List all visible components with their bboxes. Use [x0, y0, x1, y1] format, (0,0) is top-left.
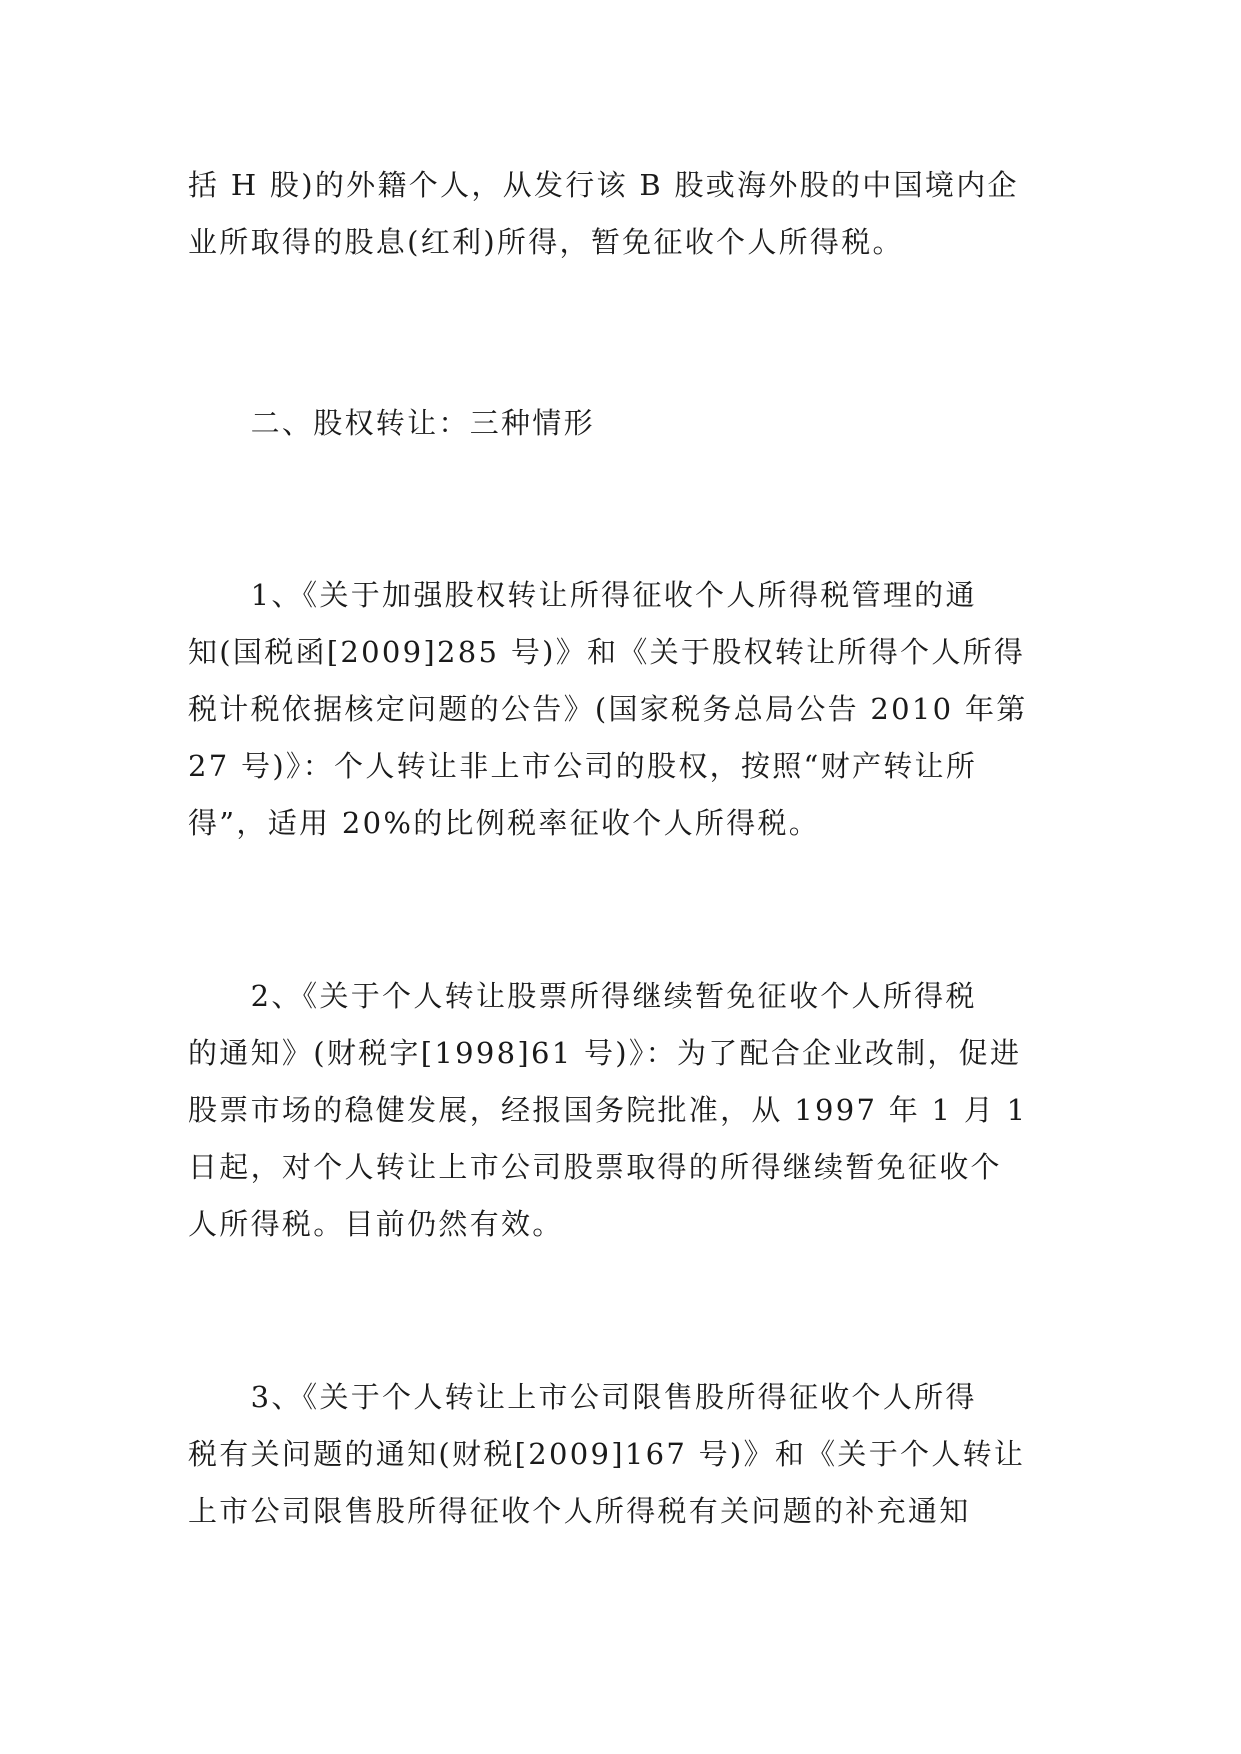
text-line: 人所得税。目前仍然有效。: [188, 1207, 564, 1241]
text-line: 上市公司限售股所得征收个人所得税有关问题的补充通知: [188, 1494, 971, 1528]
paragraph-item-2: [188, 968, 1056, 1253]
text-line: 27 号)》：个人转让非上市公司的股权，按照“财产转让所: [188, 749, 978, 783]
text-line: 日起，对个人转让上市公司股票取得的所得继续暂免征收个: [188, 1150, 1002, 1184]
paragraph-dividend-exemption: [188, 157, 1056, 271]
text-line: 业所取得的股息(红利)所得，暂免征收个人所得税。: [188, 225, 904, 259]
text-line: 括 H 股)的外籍个人，从发行该 B 股或海外股的中国境内企: [188, 168, 1019, 202]
section-heading-equity-transfer: [188, 395, 1056, 452]
text-line: 的通知》(财税字[1998]61 号)》：为了配合企业改制，促进: [188, 1036, 1022, 1070]
text-line: 税计税依据核定问题的公告》(国家税务总局公告 2010 年第: [188, 692, 1028, 726]
paragraph-item-3: [188, 1369, 1056, 1540]
text-line: 税有关问题的通知(财税[2009]167 号)》和《关于个人转让: [188, 1437, 1026, 1471]
heading-text: 二、股权转让：三种情形: [188, 406, 595, 440]
text-line: 3、《关于个人转让上市公司限售股所得征收个人所得: [188, 1380, 977, 1414]
text-line: 股票市场的稳健发展，经报国务院批准，从 1997 年 1 月 1: [188, 1093, 1028, 1127]
text-line: 知(国税函[2009]285 号)》和《关于股权转让所得个人所得: [188, 635, 1026, 669]
text-line: 2、《关于个人转让股票所得继续暂免征收个人所得税: [188, 979, 977, 1013]
paragraph-item-1: [188, 567, 1056, 852]
text-line: 得”，适用 20%的比例税率征收个人所得税。: [188, 806, 821, 840]
text-line: 1、《关于加强股权转让所得征收个人所得税管理的通: [188, 578, 977, 612]
